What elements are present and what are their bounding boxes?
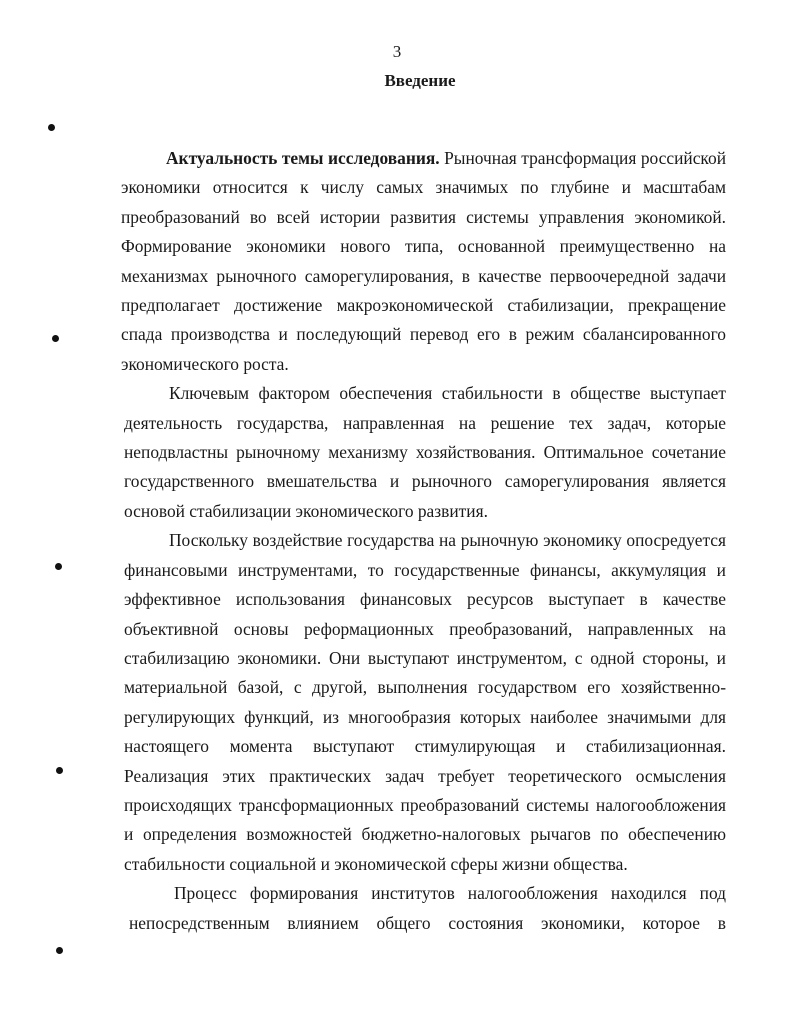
paragraph-taxation-institutions bbox=[129, 879, 726, 938]
paragraph-text: Ключевым фактором обеспечения стабильности в обществе выступает деятельность государства, направленная на решение тех задач, которые неподвластны рыночному механизму хозяйствования. Оптимальное сочетание государственного вмешательства и рыночного саморегулирования является основой стабилизации экономического развития. bbox=[124, 383, 726, 521]
paragraph-state-role bbox=[124, 379, 726, 526]
punch-hole-mark bbox=[56, 947, 63, 954]
paragraph-text: Поскольку воздействие государства на рыночную экономику опосредуется финансовыми инструментами, то государственные финансы, аккумуляция и эффективное использования финансовых ресурсов выступает в качестве объективной основы реформационных преобразований, направленных на стабилизацию экономики. Они выступают инструментом, с одной стороны, и материальной базой, с другой, выполнения государством его хозяйственно-регулирующих функций, из многообразия которых наиболее значимыми для настоящего момента выступают стимулирующая и стабилизационная. Реализация этих практических задач требует теоретического осмысления происходящих трансформационных преобразований системы налогообложения и определения возможностей бюджетно-налоговых рычагов по обеспечению стабильности социальной и экономической сферы жизни общества. bbox=[124, 530, 726, 874]
paragraph-text: Рыночная трансформация российской экономики относится к числу самых значимых по глубине и масштабам преобразований во всей истории развития системы управления экономикой. Формирование экономики нового типа, основанной преимущественно на механизмах рыночного саморегулирования, в качестве первоочередной задачи предполагает достижение макроэкономической стабилизации, прекращение спада производства и последующий перевод его в режим сбалансированного экономического роста. bbox=[121, 148, 727, 374]
paragraph-public-finance bbox=[124, 526, 726, 879]
punch-hole-mark bbox=[55, 563, 62, 570]
punch-hole-mark bbox=[48, 124, 55, 131]
relevance-lead-term: Актуальность темы исследования. bbox=[166, 148, 440, 168]
paragraph-relevance bbox=[121, 144, 726, 379]
section-heading: Введение bbox=[384, 71, 456, 90]
punch-hole-mark bbox=[56, 767, 63, 774]
punch-hole-mark bbox=[52, 335, 59, 342]
paragraph-text: Процесс формирования институтов налогообложения находился под непосредственным влиянием общего состояния экономики, которое в bbox=[129, 883, 726, 933]
page-number: 3 bbox=[392, 42, 402, 61]
body-text bbox=[121, 144, 726, 938]
